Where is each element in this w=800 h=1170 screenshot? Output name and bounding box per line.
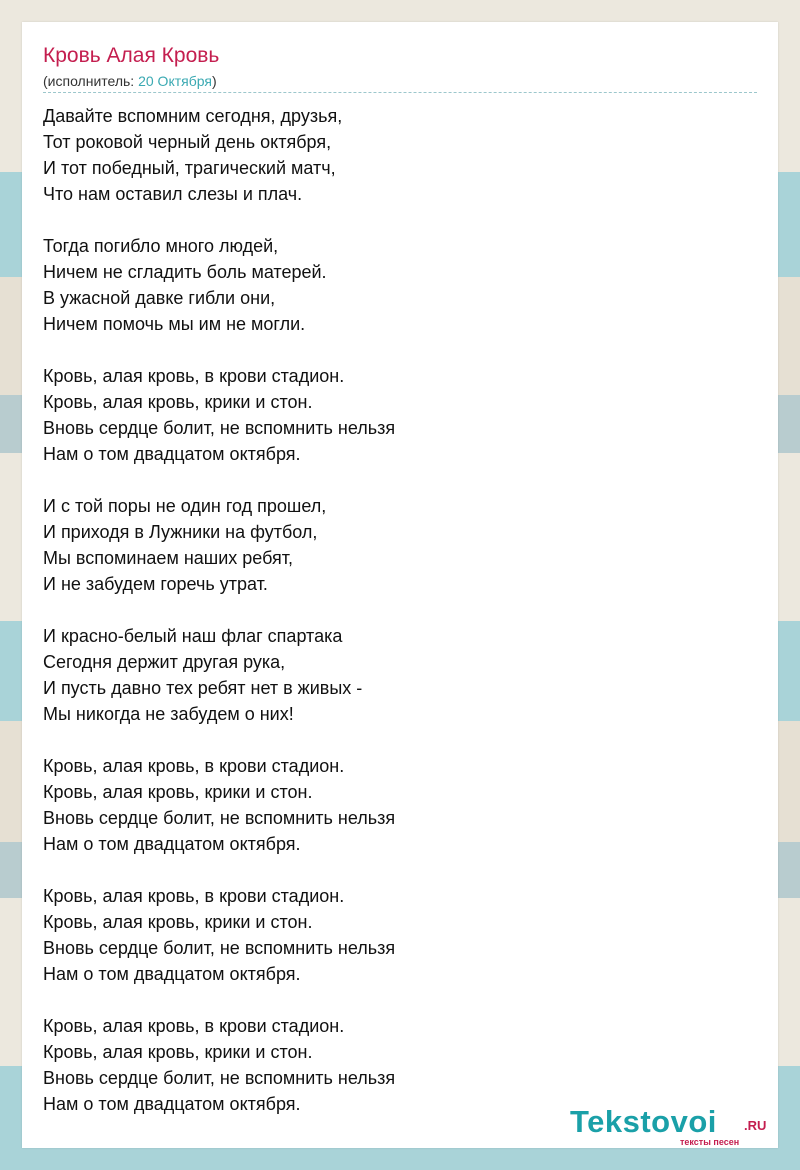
lyrics-stanza	[43, 233, 757, 337]
lyrics-line: И с той поры не один год прошел,	[43, 496, 327, 516]
lyrics-line: Нам о том двадцатом октября.	[43, 444, 301, 464]
lyrics-stanza	[43, 623, 757, 727]
lyrics-line: Ничем не сгладить боль матерей.	[43, 262, 327, 282]
lyrics-card	[22, 22, 778, 1148]
lyrics-line: Нам о том двадцатом октября.	[43, 964, 301, 984]
site-logo[interactable]	[570, 1105, 775, 1147]
lyrics-line: И тот победный, трагический матч,	[43, 158, 336, 178]
logo-tld: .RU	[744, 1118, 767, 1133]
lyrics-line: Вновь сердце болит, не вспомнить нельзя	[43, 808, 396, 828]
lyrics-line: Кровь, алая кровь, крики и стон.	[43, 392, 313, 412]
lyrics-line: Кровь, алая кровь, крики и стон.	[43, 1042, 313, 1062]
lyrics-line: В ужасной давке гибли они,	[43, 288, 276, 308]
lyrics-line: Сегодня держит другая рука,	[43, 652, 286, 672]
lyrics-stanza	[43, 883, 757, 987]
lyrics-line: Кровь, алая кровь, крики и стон.	[43, 912, 313, 932]
lyrics-line: Давайте вспомним сегодня, друзья,	[43, 106, 343, 126]
lyrics-line: Кровь, алая кровь, в крови стадион.	[43, 366, 345, 386]
artist-suffix: )	[211, 73, 217, 89]
artist-line	[43, 73, 217, 89]
artist-prefix: (исполнитель:	[43, 73, 139, 89]
lyrics-line: Ничем помочь мы им не могли.	[43, 314, 306, 334]
lyrics-line: И не забудем горечь утрат.	[43, 574, 268, 594]
lyrics-stanza	[43, 493, 757, 597]
lyrics-line: Тогда погибло много людей,	[43, 236, 279, 256]
lyrics-stanza	[43, 753, 757, 857]
page-title: Кровь Алая Кровь	[43, 44, 220, 67]
logo-wordmark: Tekstovoi	[570, 1104, 717, 1139]
lyrics-stanza	[43, 363, 757, 467]
lyrics-line: Кровь, алая кровь, в крови стадион.	[43, 1016, 345, 1036]
lyrics-line: Вновь сердце болит, не вспомнить нельзя	[43, 418, 396, 438]
lyrics-line: Тот роковой черный день октября,	[43, 132, 332, 152]
lyrics-stanza	[43, 103, 757, 207]
lyrics-line: Кровь, алая кровь, крики и стон.	[43, 782, 313, 802]
lyrics-text	[43, 103, 757, 1143]
lyrics-line: И пусть давно тех ребят нет в живых -	[43, 678, 363, 698]
header-divider	[43, 92, 757, 93]
lyrics-line: Мы никогда не забудем о них!	[43, 704, 294, 724]
lyrics-line: Кровь, алая кровь, в крови стадион.	[43, 756, 345, 776]
lyrics-line: И приходя в Лужники на футбол,	[43, 522, 318, 542]
lyrics-line: Нам о том двадцатом октября.	[43, 1094, 301, 1114]
lyrics-line: Вновь сердце болит, не вспомнить нельзя	[43, 1068, 396, 1088]
lyrics-line: Вновь сердце болит, не вспомнить нельзя	[43, 938, 396, 958]
lyrics-line: Нам о том двадцатом октября.	[43, 834, 301, 854]
lyrics-line: Мы вспоминаем наших ребят,	[43, 548, 293, 568]
lyrics-line: И красно-белый наш флаг спартака	[43, 626, 343, 646]
lyrics-stanza	[43, 1013, 757, 1117]
logo-tagline: тексты песен	[680, 1137, 740, 1147]
lyrics-line: Что нам оставил слезы и плач.	[43, 184, 303, 204]
artist-link[interactable]: 20 Октября	[138, 73, 212, 89]
lyrics-line: Кровь, алая кровь, в крови стадион.	[43, 886, 345, 906]
